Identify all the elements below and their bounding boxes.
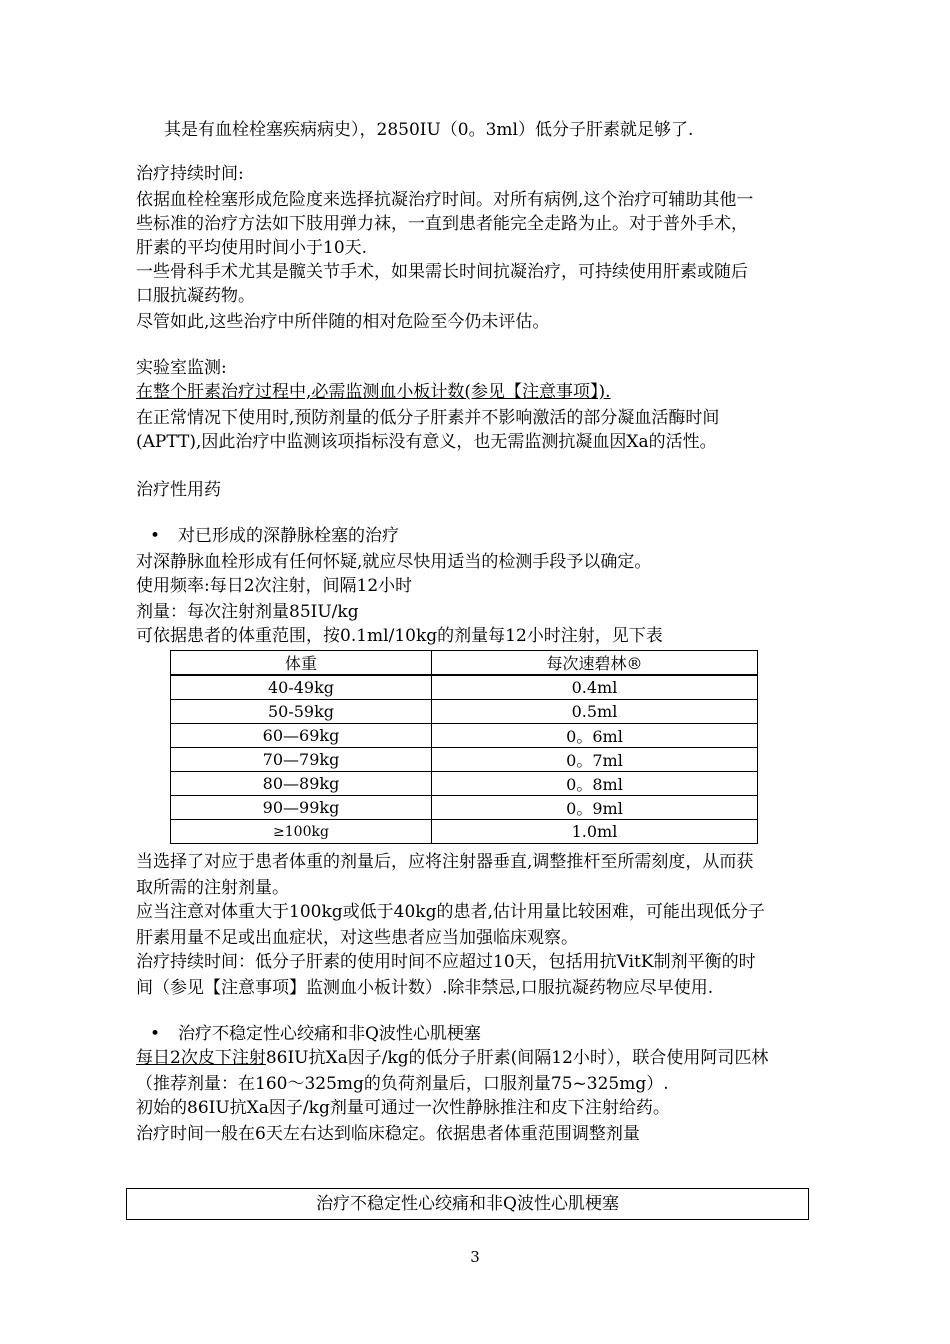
lab-line: (APTT),因此治疗中监测该项指标没有意义，也无需监测抗凝血因Ⅹa的活性。 [136, 432, 717, 452]
table-row [171, 675, 758, 700]
duration-line: 一些骨科手术尤其是髋关节手术，如果需长时间抗凝治疗，可持续使用肝素或随后 [136, 262, 748, 282]
duration-heading: 治疗持续时间: [136, 164, 244, 184]
weight-cell: 40-49kg [171, 675, 432, 700]
angina-line: 治疗时间一般在6天左右达到临床稳定。依据患者体重范围调整剂量 [136, 1124, 640, 1144]
dvt-line: 可依据患者的体重范围，按0.1ml/10kg的剂量每12小时注射，见下表 [136, 626, 663, 646]
table-row [171, 748, 758, 772]
page-number: 3 [470, 1248, 480, 1266]
dvt-line: 使用频率:每日2次注射，间隔12小时 [136, 576, 413, 596]
header-dose: 每次速碧林® [431, 651, 757, 676]
weight-cell: 80—89kg [171, 772, 432, 796]
intro-tail-text: 其是有血栓栓塞疾病病史），2850IU（0。3ml）低分子肝素就足够了. [164, 120, 694, 140]
dose-table [170, 650, 758, 844]
duration-line: 些标准的治疗方法如下肢用弹力袜，一直到患者能完全走路为止。对于普外手术， [136, 214, 748, 234]
weight-cell: 90—99kg [171, 796, 432, 820]
after-table-line: 应当注意对体重大于100kg或低于40kg的患者,估计用量比较困难，可能出现低分子 [136, 902, 765, 922]
weight-cell: 70—79kg [171, 748, 432, 772]
angina-line: 初始的86IU抗Xa因子/kg剂量可通过一次性静脉推注和皮下注射给药。 [136, 1098, 670, 1118]
angina-dosage-line [136, 1046, 768, 1070]
duration-line: 尽管如此,这些治疗中所伴随的相对危险至今仍未评估。 [136, 312, 550, 332]
dose-cell: 0.5ml [431, 700, 757, 724]
duration-line: 口服抗凝药物。 [136, 286, 255, 306]
lab-line: 在正常情况下使用时,预防剂量的低分子肝素并不影响激活的部分凝血活酶时间 [136, 408, 720, 428]
dose-cell: 0。8ml [431, 772, 757, 796]
angina-dosage-rest: 86IU抗Xa因子/kg的低分子肝素(间隔12小时），联合使用阿司匹林 [265, 1048, 769, 1068]
angina-underlined: 每日2次皮下注射 [136, 1048, 266, 1068]
duration-line: 依据血栓栓塞形成危险度来选择抗凝治疗时间。对所有病例,这个治疗可辅助其他一 [136, 190, 754, 210]
dose-cell: 0。6ml [431, 724, 757, 748]
dose-cell: 1.0ml [431, 820, 757, 844]
therapeutic-heading: 治疗性用药 [136, 480, 221, 500]
after-table-line: 肝素用量不足或出血症状，对这些患者应当加强临床观察。 [136, 928, 578, 948]
weight-cell: 50-59kg [171, 700, 432, 724]
after-table-line: 间（参见【注意事项】监测血小板计数）.除非禁忌,口服抗凝药物应尽早使用. [136, 978, 714, 998]
dvt-bullet-heading [150, 524, 399, 548]
section-box-title: 治疗不稳定性心绞痛和非Q波性心肌梗塞 [126, 1188, 809, 1220]
dvt-line: 剂量：每次注射剂量85IU/kg [136, 602, 359, 622]
weight-cell: ≥100kg [171, 820, 432, 844]
dose-cell: 0.4ml [431, 675, 757, 700]
angina-line: （推荐剂量：在160～325mg的负荷剂量后，口服剂量75~325mg）. [136, 1074, 669, 1094]
bullet-dot-icon: • [150, 1024, 161, 1044]
after-table-line: 取所需的注射剂量。 [136, 878, 289, 898]
after-table-line: 当选择了对应于患者体重的剂量后，应将注射器垂直,调整推杆至所需刻度，从而获 [136, 852, 754, 872]
bullet-dot-icon: • [150, 526, 161, 546]
header-weight: 体重 [171, 651, 432, 676]
dvt-line: 对深静脉血栓形成有任何怀疑,就应尽快用适当的检测手段予以确定。 [136, 552, 652, 572]
table-row [171, 796, 758, 820]
dose-table-header-row [171, 651, 758, 676]
table-row [171, 772, 758, 796]
table-row [171, 820, 758, 844]
dvt-title: 对已形成的深静脉栓塞的治疗 [178, 526, 399, 546]
after-table-line: 治疗持续时间：低分子肝素的使用时间不应超过10天，包括用抗VitK制剂平衡的时 [136, 952, 756, 972]
dose-cell: 0。7ml [431, 748, 757, 772]
angina-title: 治疗不稳定性心绞痛和非Q波性心肌梗塞 [178, 1024, 481, 1044]
table-row [171, 724, 758, 748]
angina-bullet-heading [150, 1022, 481, 1046]
dose-cell: 0。9ml [431, 796, 757, 820]
table-row [171, 700, 758, 724]
lab-underlined-note: 在整个肝素治疗过程中,必需监测血小板计数(参见【注意事项】). [136, 382, 611, 402]
duration-line: 肝素的平均使用时间小于10天. [136, 238, 368, 258]
lab-heading: 实验室监测: [136, 358, 227, 378]
weight-cell: 60—69kg [171, 724, 432, 748]
